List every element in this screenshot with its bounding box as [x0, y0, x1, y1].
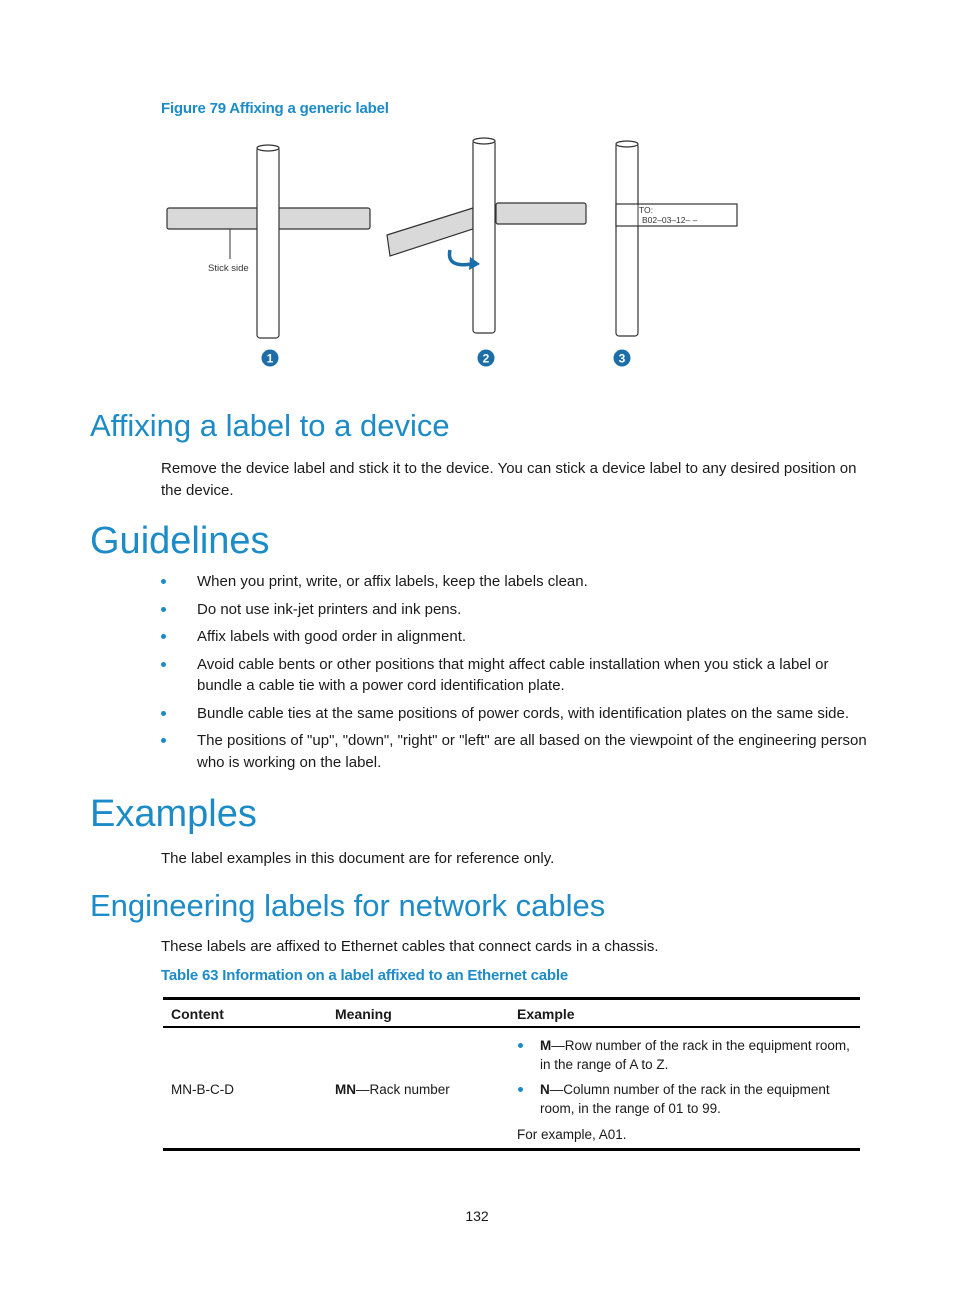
- stick-side-label: Stick side: [208, 263, 249, 274]
- bullet-icon: [518, 1087, 523, 1092]
- cell-meaning: MN—Rack number: [335, 1082, 450, 1097]
- column-header-example: Example: [517, 1006, 575, 1022]
- column-header-content: Content: [171, 1006, 224, 1022]
- heading-guidelines: Guidelines: [90, 520, 270, 562]
- heading-examples: Examples: [90, 793, 257, 835]
- bullet-icon: [161, 738, 166, 743]
- list-item: M—Row number of the rack in the equipment room, in the range of A to Z.: [517, 1036, 857, 1074]
- page-number: 132: [465, 1208, 489, 1224]
- cell-example-note: For example, A01.: [517, 1127, 627, 1142]
- heading-engineering-labels: Engineering labels for network cables: [90, 888, 606, 923]
- bullet-icon: [161, 579, 166, 584]
- panel-3: [616, 141, 737, 336]
- bullet-icon: [161, 662, 166, 667]
- list-item: The positions of "up", "down", "right" or "left" are all based on the viewpoint of the engineering person who is working on the label.: [161, 730, 871, 773]
- bullet-icon: [161, 711, 166, 716]
- table-rule-top: [163, 997, 860, 1000]
- step-marker-1: [262, 350, 279, 367]
- bullet-icon: [518, 1043, 523, 1048]
- guidelines-list: [161, 571, 871, 779]
- tag-line-2: B02–03–12– –: [642, 215, 698, 225]
- table-caption: Table 63 Information on a label affixed to an Ethernet cable: [161, 967, 568, 984]
- column-header-meaning: Meaning: [335, 1006, 392, 1022]
- list-item: When you print, write, or affix labels, keep the labels clean.: [161, 571, 871, 593]
- heading-affixing-label: Affixing a label to a device: [90, 408, 450, 443]
- table-rule-header: [163, 1026, 860, 1028]
- list-item: Bundle cable ties at the same positions of power cords, with identification plates on the same side.: [161, 703, 871, 725]
- rotate-arrow-icon: [449, 250, 472, 265]
- svg-text:2: 2: [482, 351, 490, 366]
- panel-1: [167, 145, 370, 338]
- figure-affixing-label: [150, 132, 770, 377]
- svg-text:1: 1: [266, 351, 274, 366]
- engineering-body: These labels are affixed to Ethernet cables that connect cards in a chassis.: [161, 938, 659, 955]
- examples-body: The label examples in this document are for reference only.: [161, 850, 555, 867]
- list-item: Affix labels with good order in alignment.: [161, 626, 871, 648]
- list-item: Do not use ink-jet printers and ink pens.: [161, 599, 871, 621]
- list-item: Avoid cable bents or other positions that might affect cable installation when you stick a label or bundle a cable tie with a power cord identification plate.: [161, 654, 871, 697]
- step-marker-2: [478, 350, 495, 367]
- tag-line-1: TO:: [639, 205, 654, 215]
- svg-text:3: 3: [618, 351, 626, 366]
- bullet-icon: [161, 634, 166, 639]
- table-rule-bottom: [163, 1148, 860, 1151]
- label-info-table: [163, 997, 860, 1152]
- list-item: N—Column number of the rack in the equipment room, in the range of 01 to 99.: [517, 1080, 857, 1118]
- step-marker-3: [614, 350, 631, 367]
- panel-2: [387, 138, 586, 333]
- cell-content: MN-B-C-D: [171, 1082, 234, 1097]
- figure-caption: Figure 79 Affixing a generic label: [161, 100, 389, 117]
- affixing-body: Remove the device label and stick it to the device. You can stick a device label to any desired position on the device.: [161, 460, 857, 499]
- example-list: [517, 1036, 857, 1124]
- bullet-icon: [161, 607, 166, 612]
